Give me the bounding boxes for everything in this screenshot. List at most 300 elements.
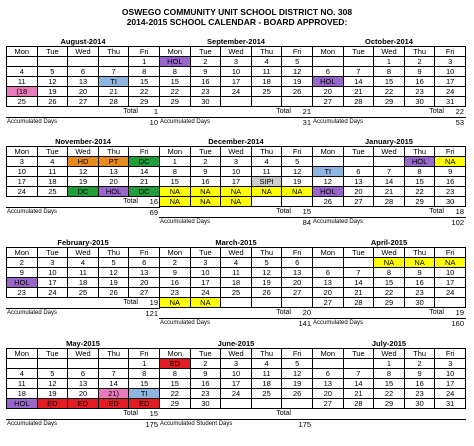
day-cell: 11 xyxy=(221,268,252,278)
day-cell: 10 xyxy=(435,369,466,379)
day-cell: 16 xyxy=(190,77,221,87)
day-cell: 22 xyxy=(374,389,405,399)
day-cell: 10 xyxy=(37,268,68,278)
day-cell: 5 xyxy=(37,369,68,379)
day-cell: HOL xyxy=(160,57,191,67)
weekday-header: Mon xyxy=(160,349,191,359)
day-cell xyxy=(251,298,282,308)
week-row xyxy=(160,268,313,278)
day-cell: 24 xyxy=(435,389,466,399)
day-cell xyxy=(98,57,129,67)
week-row xyxy=(160,87,313,97)
day-cell: 17 xyxy=(37,278,68,288)
weekday-header: Mon xyxy=(7,147,38,157)
week-row xyxy=(313,187,466,197)
week-row xyxy=(160,298,313,308)
week-row xyxy=(160,379,313,389)
day-cell: 11 xyxy=(37,167,68,177)
day-cell: 17 xyxy=(435,77,466,87)
day-cell: 17 xyxy=(435,379,466,389)
week-row xyxy=(7,57,160,67)
week-row xyxy=(160,187,313,197)
day-cell: 14 xyxy=(343,77,374,87)
accumulated-days-row xyxy=(159,419,313,429)
month-title: January-2015 xyxy=(365,137,413,146)
day-cell: 7 xyxy=(98,67,129,77)
accumulated-value: 175 xyxy=(145,420,158,429)
day-cell: 8 xyxy=(374,369,405,379)
day-cell: 12 xyxy=(282,369,313,379)
day-cell: 8 xyxy=(374,268,405,278)
total-label: Total xyxy=(276,410,291,417)
total-label: Total xyxy=(276,108,291,115)
total-label: Total xyxy=(123,108,138,115)
day-cell: 29 xyxy=(374,298,405,308)
accumulated-label: Accumulated Student Days xyxy=(160,421,233,427)
day-cell: 6 xyxy=(68,369,99,379)
day-cell: 20 xyxy=(68,389,99,399)
day-cell: 4 xyxy=(7,369,38,379)
day-cell: 27 xyxy=(313,399,344,409)
day-cell: 1 xyxy=(129,57,160,67)
day-cell: NA xyxy=(190,298,221,308)
month-table xyxy=(6,46,160,107)
day-cell: 30 xyxy=(404,399,435,409)
day-cell: 3 xyxy=(435,359,466,369)
day-cell xyxy=(282,197,313,207)
day-cell: 10 xyxy=(221,167,252,177)
accumulated-value: 53 xyxy=(455,118,464,127)
month-calendar xyxy=(6,339,160,429)
day-cell xyxy=(343,157,374,167)
day-cell: 20 xyxy=(129,278,160,288)
day-cell: 21 xyxy=(343,389,374,399)
day-cell xyxy=(313,157,344,167)
weekday-header: Thu xyxy=(404,248,435,258)
day-cell: 10 xyxy=(435,268,466,278)
accumulated-days-row xyxy=(159,117,313,127)
day-cell: NA xyxy=(160,298,191,308)
month-table xyxy=(159,46,313,107)
week-row xyxy=(313,97,466,107)
month-table xyxy=(312,247,466,308)
weekday-header: Fri xyxy=(129,147,160,157)
accumulated-value: 141 xyxy=(298,319,311,328)
weekday-header-row xyxy=(313,248,466,258)
day-cell: 25 xyxy=(37,187,68,197)
month-calendar xyxy=(6,238,160,318)
day-cell: 25 xyxy=(221,288,252,298)
weekday-header: Wed xyxy=(68,47,99,57)
day-cell xyxy=(37,57,68,67)
week-row xyxy=(160,67,313,77)
day-cell: NA xyxy=(435,157,466,167)
accumulated-label: Accumulated Days xyxy=(313,119,364,125)
day-cell xyxy=(251,399,282,409)
day-cell: 13 xyxy=(343,177,374,187)
day-cell xyxy=(313,258,344,268)
calendar-subtitle: 2014-2015 SCHOOL CALENDAR - BOARD APPROVED: xyxy=(126,17,348,27)
week-row xyxy=(313,258,466,268)
day-cell: 15 xyxy=(374,379,405,389)
day-cell: NA xyxy=(160,197,191,207)
month-table xyxy=(312,146,466,207)
day-cell: 23 xyxy=(190,87,221,97)
weekday-header: Fri xyxy=(282,47,313,57)
accumulated-value: 102 xyxy=(451,218,464,227)
day-cell: 4 xyxy=(251,359,282,369)
weekday-header: Wed xyxy=(374,248,405,258)
weekday-header-row xyxy=(160,349,313,359)
day-cell: 31 xyxy=(435,97,466,107)
week-row xyxy=(7,399,160,409)
day-cell: 13 xyxy=(129,268,160,278)
day-cell: 8 xyxy=(160,167,191,177)
day-cell: 10 xyxy=(7,167,38,177)
weekday-header: Thu xyxy=(98,248,129,258)
month-title: August-2014 xyxy=(60,37,106,46)
day-cell: 15 xyxy=(160,379,191,389)
day-cell: 24 xyxy=(221,389,252,399)
day-cell: 29 xyxy=(160,399,191,409)
weekday-header: Tue xyxy=(190,147,221,157)
total-value: 21 xyxy=(302,107,311,116)
day-cell: ED xyxy=(98,399,129,409)
day-cell: 17 xyxy=(190,278,221,288)
day-cell: 3 xyxy=(221,57,252,67)
total-value: 1 xyxy=(153,107,158,116)
weekday-header: Thu xyxy=(251,147,282,157)
weekday-header-row xyxy=(313,349,466,359)
accumulated-value: 69 xyxy=(149,208,158,217)
day-cell: 15 xyxy=(129,77,160,87)
day-cell: 25 xyxy=(251,87,282,97)
weekday-header-row xyxy=(313,147,466,157)
weekday-header: Fri xyxy=(282,349,313,359)
total-label: Total xyxy=(123,299,138,306)
day-cell: 16 xyxy=(404,278,435,288)
day-cell xyxy=(343,258,374,268)
day-cell: 18 xyxy=(7,389,38,399)
day-cell: 23 xyxy=(190,389,221,399)
day-cell: 27 xyxy=(313,97,344,107)
day-cell: 6 xyxy=(282,258,313,268)
total-label: Total xyxy=(123,410,138,417)
week-row xyxy=(313,177,466,187)
day-cell: 6 xyxy=(313,67,344,77)
day-cell: SIPI xyxy=(251,177,282,187)
day-cell: 17 xyxy=(221,77,252,87)
day-cell: 25 xyxy=(7,97,38,107)
total-value: 22 xyxy=(455,107,464,116)
weekday-header-row xyxy=(313,47,466,57)
accumulated-label: Accumulated Days xyxy=(7,119,58,125)
month-title: November-2014 xyxy=(55,137,111,146)
month-total-row xyxy=(159,308,313,318)
month-calendar xyxy=(312,238,466,328)
weekday-header: Mon xyxy=(160,248,191,258)
day-cell: NA xyxy=(190,187,221,197)
month-table xyxy=(159,247,313,308)
accumulated-days-row xyxy=(159,217,313,227)
month-title: October-2014 xyxy=(365,37,413,46)
day-cell: 13 xyxy=(313,379,344,389)
day-cell xyxy=(343,57,374,67)
day-cell: 13 xyxy=(98,167,129,177)
week-row xyxy=(160,197,313,207)
day-cell: 3 xyxy=(221,157,252,167)
day-cell: TI xyxy=(98,77,129,87)
week-row xyxy=(7,67,160,77)
accumulated-label: Accumulated Days xyxy=(7,421,58,427)
day-cell: 8 xyxy=(374,67,405,77)
week-row xyxy=(160,278,313,288)
week-row xyxy=(7,288,160,298)
weekday-header: Tue xyxy=(343,248,374,258)
day-cell: HOL xyxy=(7,278,38,288)
day-cell: 24 xyxy=(190,288,221,298)
weekday-header: Thu xyxy=(404,47,435,57)
month-title: May-2015 xyxy=(66,339,100,348)
day-cell xyxy=(37,359,68,369)
day-cell xyxy=(221,399,252,409)
day-cell: 27 xyxy=(68,97,99,107)
month-title: June-2015 xyxy=(217,339,255,348)
day-cell: 23 xyxy=(7,288,38,298)
weekday-header: Mon xyxy=(313,248,344,258)
weekday-header: Thu xyxy=(98,349,129,359)
weekday-header: Mon xyxy=(313,147,344,157)
week-row xyxy=(313,77,466,87)
day-cell: 24 xyxy=(435,288,466,298)
total-value: 19 xyxy=(455,308,464,317)
day-cell: 14 xyxy=(374,177,405,187)
day-cell: 5 xyxy=(282,57,313,67)
day-cell xyxy=(221,97,252,107)
day-cell: 3 xyxy=(7,157,38,167)
month-total-row xyxy=(6,197,160,207)
weekday-header: Wed xyxy=(374,47,405,57)
weekday-header: Tue xyxy=(343,147,374,157)
week-row xyxy=(160,258,313,268)
month-total-row xyxy=(312,107,466,117)
day-cell: 20 xyxy=(313,288,344,298)
day-cell: ED xyxy=(160,359,191,369)
day-cell: 6 xyxy=(313,268,344,278)
day-cell: 16 xyxy=(160,278,191,288)
day-cell: 19 xyxy=(68,177,99,187)
accumulated-days-row xyxy=(6,117,160,127)
day-cell: 24 xyxy=(37,288,68,298)
day-cell: 10 xyxy=(190,268,221,278)
day-cell: NA xyxy=(190,197,221,207)
day-cell: 1 xyxy=(374,359,405,369)
day-cell: 17 xyxy=(221,379,252,389)
day-cell: 28 xyxy=(98,97,129,107)
day-cell: 1 xyxy=(129,359,160,369)
day-cell: 4 xyxy=(251,57,282,67)
day-cell: 24 xyxy=(221,87,252,97)
day-cell: 28 xyxy=(343,298,374,308)
week-row xyxy=(7,359,160,369)
day-cell: 16 xyxy=(404,379,435,389)
day-cell: 22 xyxy=(374,87,405,97)
week-row xyxy=(7,97,160,107)
month-total-row xyxy=(159,409,313,419)
day-cell: NA xyxy=(221,187,252,197)
day-cell: 22 xyxy=(160,389,191,399)
week-row xyxy=(7,258,160,268)
weekday-header: Fri xyxy=(282,248,313,258)
day-cell: 2 xyxy=(190,359,221,369)
day-cell: 28 xyxy=(343,97,374,107)
day-cell xyxy=(251,97,282,107)
day-cell: 8 xyxy=(160,369,191,379)
day-cell: 16 xyxy=(435,177,466,187)
month-total-row xyxy=(6,107,160,117)
day-cell: 30 xyxy=(190,97,221,107)
total-label: Total xyxy=(429,208,444,215)
week-row xyxy=(7,278,160,288)
weekday-header: Mon xyxy=(160,47,191,57)
accumulated-value: 160 xyxy=(451,319,464,328)
total-value: 18 xyxy=(455,207,464,216)
day-cell: 15 xyxy=(374,278,405,288)
weekday-header-row xyxy=(7,147,160,157)
day-cell: 28 xyxy=(374,197,405,207)
day-cell: 23 xyxy=(404,87,435,97)
accumulated-label: Accumulated Days xyxy=(7,209,58,215)
month-table xyxy=(6,247,160,298)
day-cell: 8 xyxy=(404,167,435,177)
day-cell: 11 xyxy=(251,167,282,177)
day-cell: HOL xyxy=(313,187,344,197)
day-cell: 26 xyxy=(251,288,282,298)
day-cell: 4 xyxy=(251,157,282,167)
accumulated-label: Accumulated Days xyxy=(7,310,58,316)
day-cell: 4 xyxy=(221,258,252,268)
accumulated-days-row xyxy=(312,318,466,328)
week-row xyxy=(160,167,313,177)
day-cell: 11 xyxy=(251,67,282,77)
day-cell: 5 xyxy=(37,67,68,77)
weekday-header: Fri xyxy=(435,47,466,57)
day-cell: 9 xyxy=(190,67,221,77)
weekday-header: Fri xyxy=(129,248,160,258)
day-cell: 29 xyxy=(404,197,435,207)
day-cell: DC xyxy=(129,157,160,167)
day-cell: 18 xyxy=(251,77,282,87)
accumulated-label: Accumulated Days xyxy=(313,320,364,326)
week-row xyxy=(313,67,466,77)
day-cell: 20 xyxy=(313,87,344,97)
day-cell: 5 xyxy=(251,258,282,268)
day-cell: HOL xyxy=(313,77,344,87)
day-cell: 20 xyxy=(282,278,313,288)
day-cell xyxy=(7,359,38,369)
day-cell: 27 xyxy=(343,197,374,207)
day-cell: 7 xyxy=(98,369,129,379)
day-cell: ED xyxy=(37,399,68,409)
weekday-header: Mon xyxy=(313,47,344,57)
day-cell: 26 xyxy=(313,197,344,207)
day-cell: 7 xyxy=(343,67,374,77)
accumulated-days-row xyxy=(6,207,160,217)
day-cell: 29 xyxy=(160,97,191,107)
day-cell: 17 xyxy=(7,177,38,187)
accumulated-days-row xyxy=(159,318,313,328)
accumulated-value: 31 xyxy=(302,118,311,127)
day-cell: 20 xyxy=(98,177,129,187)
day-cell: 5 xyxy=(282,157,313,167)
day-cell: 14 xyxy=(129,167,160,177)
weekday-header: Wed xyxy=(374,147,405,157)
month-total-row xyxy=(159,207,313,217)
accumulated-label: Accumulated Days xyxy=(160,219,211,225)
week-row xyxy=(160,288,313,298)
week-row xyxy=(313,167,466,177)
accumulated-days-row xyxy=(312,117,466,127)
month-total-row xyxy=(6,409,160,419)
week-row xyxy=(7,379,160,389)
day-cell: 12 xyxy=(313,177,344,187)
month-table xyxy=(6,146,160,197)
day-cell: 15 xyxy=(160,77,191,87)
weekday-header: Wed xyxy=(68,147,99,157)
month-calendar xyxy=(6,137,160,217)
month-title: April-2015 xyxy=(370,238,408,247)
accumulated-value: 84 xyxy=(302,218,311,227)
day-cell: 10 xyxy=(221,369,252,379)
day-cell: 21 xyxy=(374,187,405,197)
month-total-row xyxy=(312,409,466,419)
day-cell: 10 xyxy=(221,67,252,77)
day-cell: 12 xyxy=(37,77,68,87)
week-row xyxy=(313,87,466,97)
day-cell: 3 xyxy=(221,359,252,369)
week-row xyxy=(7,187,160,197)
day-cell: 23 xyxy=(435,187,466,197)
accumulated-days-row xyxy=(312,419,466,429)
weekday-header-row xyxy=(160,47,313,57)
total-label: Total xyxy=(123,198,138,205)
day-cell xyxy=(313,57,344,67)
day-cell xyxy=(374,157,405,167)
day-cell: 29 xyxy=(374,97,405,107)
day-cell xyxy=(68,359,99,369)
day-cell: DC xyxy=(129,187,160,197)
accumulated-days-row xyxy=(312,217,466,227)
weekday-header: Fri xyxy=(435,349,466,359)
month-title: July-2015 xyxy=(371,339,407,348)
week-row xyxy=(160,97,313,107)
week-row xyxy=(313,288,466,298)
day-cell: 6 xyxy=(129,258,160,268)
day-cell: 20 xyxy=(68,87,99,97)
accumulated-value: 10 xyxy=(149,118,158,127)
day-cell: 16 xyxy=(404,77,435,87)
day-cell: 21 xyxy=(98,87,129,97)
month-calendar xyxy=(159,137,313,227)
month-table xyxy=(6,348,160,409)
day-cell: 22 xyxy=(129,87,160,97)
day-cell: 28 xyxy=(343,399,374,409)
day-cell: NA xyxy=(160,187,191,197)
day-cell xyxy=(7,57,38,67)
accumulated-value: 175 xyxy=(298,420,311,429)
day-cell: 22 xyxy=(404,187,435,197)
day-cell: 3 xyxy=(435,57,466,67)
